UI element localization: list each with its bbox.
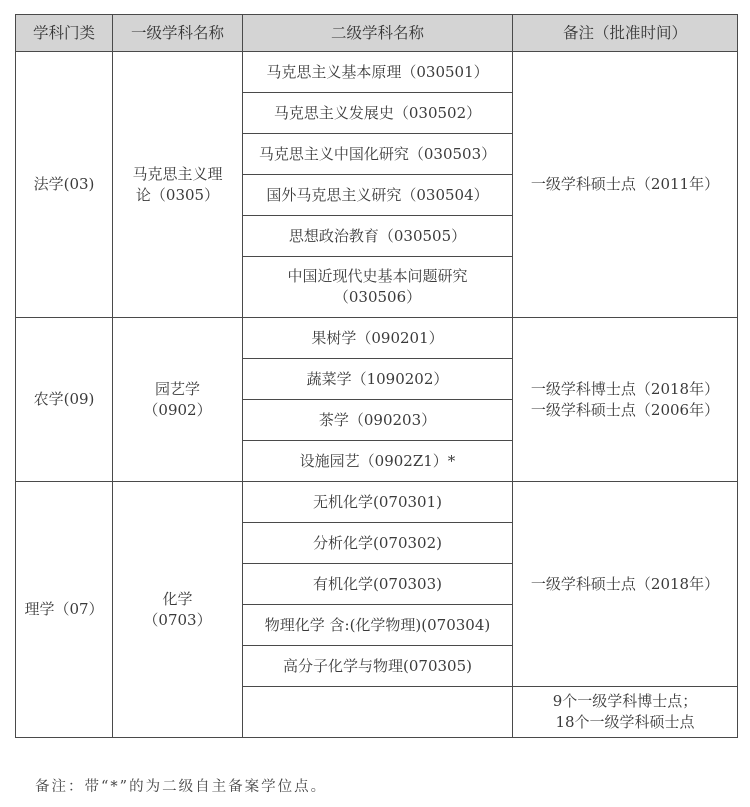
header-second-level: 二级学科名称 (243, 15, 513, 52)
second-level-code: （030506） (333, 288, 422, 306)
second-level-cell: 果树学（090201） (243, 318, 513, 359)
first-level-code: （0902） (143, 400, 212, 419)
second-level-cell: 马克思主义发展史（030502） (243, 93, 513, 134)
second-level-cell: 马克思主义基本原理（030501） (243, 52, 513, 93)
totals-doctoral: 9个一级学科博士点； (552, 692, 698, 710)
footnote: 备注：带“*”的为二级自主备案学位点。 (35, 779, 328, 795)
second-level-cell (243, 257, 513, 318)
note-cell (513, 482, 738, 687)
second-level-cell: 思想政治教育（030505） (243, 216, 513, 257)
table-row (16, 318, 738, 359)
header-first-level: 一级学科名称 (113, 15, 243, 52)
first-level-code: （0703） (143, 610, 212, 629)
table-header-row (16, 15, 738, 52)
note-cell (513, 52, 738, 318)
second-level-cell: 设施园艺（0902Z1）* (243, 441, 513, 482)
first-level-name: 马克思主义理 (132, 164, 223, 183)
note-cell (513, 318, 738, 482)
second-level-cell: 有机化学(070303) (243, 564, 513, 605)
second-level-cell: 高分子化学与物理(070305) (243, 646, 513, 687)
note-line: 一级学科硕士点（2006年） (530, 400, 720, 419)
first-level-cell (113, 52, 243, 318)
second-level-cell: 国外马克思主义研究（030504） (243, 175, 513, 216)
header-category: 学科门类 (16, 15, 113, 52)
totals-cell (513, 687, 738, 738)
note-line: 一级学科博士点（2018年） (530, 379, 720, 398)
empty-second-level-cell (243, 687, 513, 738)
category-cell: 理学（07） (16, 482, 113, 738)
second-level-cell: 茶学（090203） (243, 400, 513, 441)
note-line: 一级学科硕士点（2018年） (530, 574, 720, 593)
second-level-cell: 物理化学 含:(化学物理)(070304) (243, 605, 513, 646)
discipline-table (15, 14, 738, 738)
category-cell: 法学(03) (16, 52, 113, 318)
first-level-code: 论（0305） (135, 185, 220, 204)
header-note: 备注（批准时间） (513, 15, 738, 52)
second-level-cell: 蔬菜学（1090202） (243, 359, 513, 400)
second-level-cell: 分析化学(070302) (243, 523, 513, 564)
table-row (16, 52, 738, 93)
note-line: 一级学科硕士点（2011年） (530, 175, 720, 193)
second-level-cell: 无机化学(070301) (243, 482, 513, 523)
second-level-cell: 马克思主义中国化研究（030503） (243, 134, 513, 175)
first-level-name: 园艺学 (154, 379, 200, 398)
first-level-name: 化学 (162, 589, 193, 608)
second-level-name: 中国近现代史基本问题研究 (287, 267, 468, 285)
category-cell: 农学(09) (16, 318, 113, 482)
first-level-cell (113, 318, 243, 482)
totals-masters: 18个一级学科硕士点 (555, 713, 695, 731)
table-row (16, 482, 738, 523)
first-level-cell (113, 482, 243, 738)
